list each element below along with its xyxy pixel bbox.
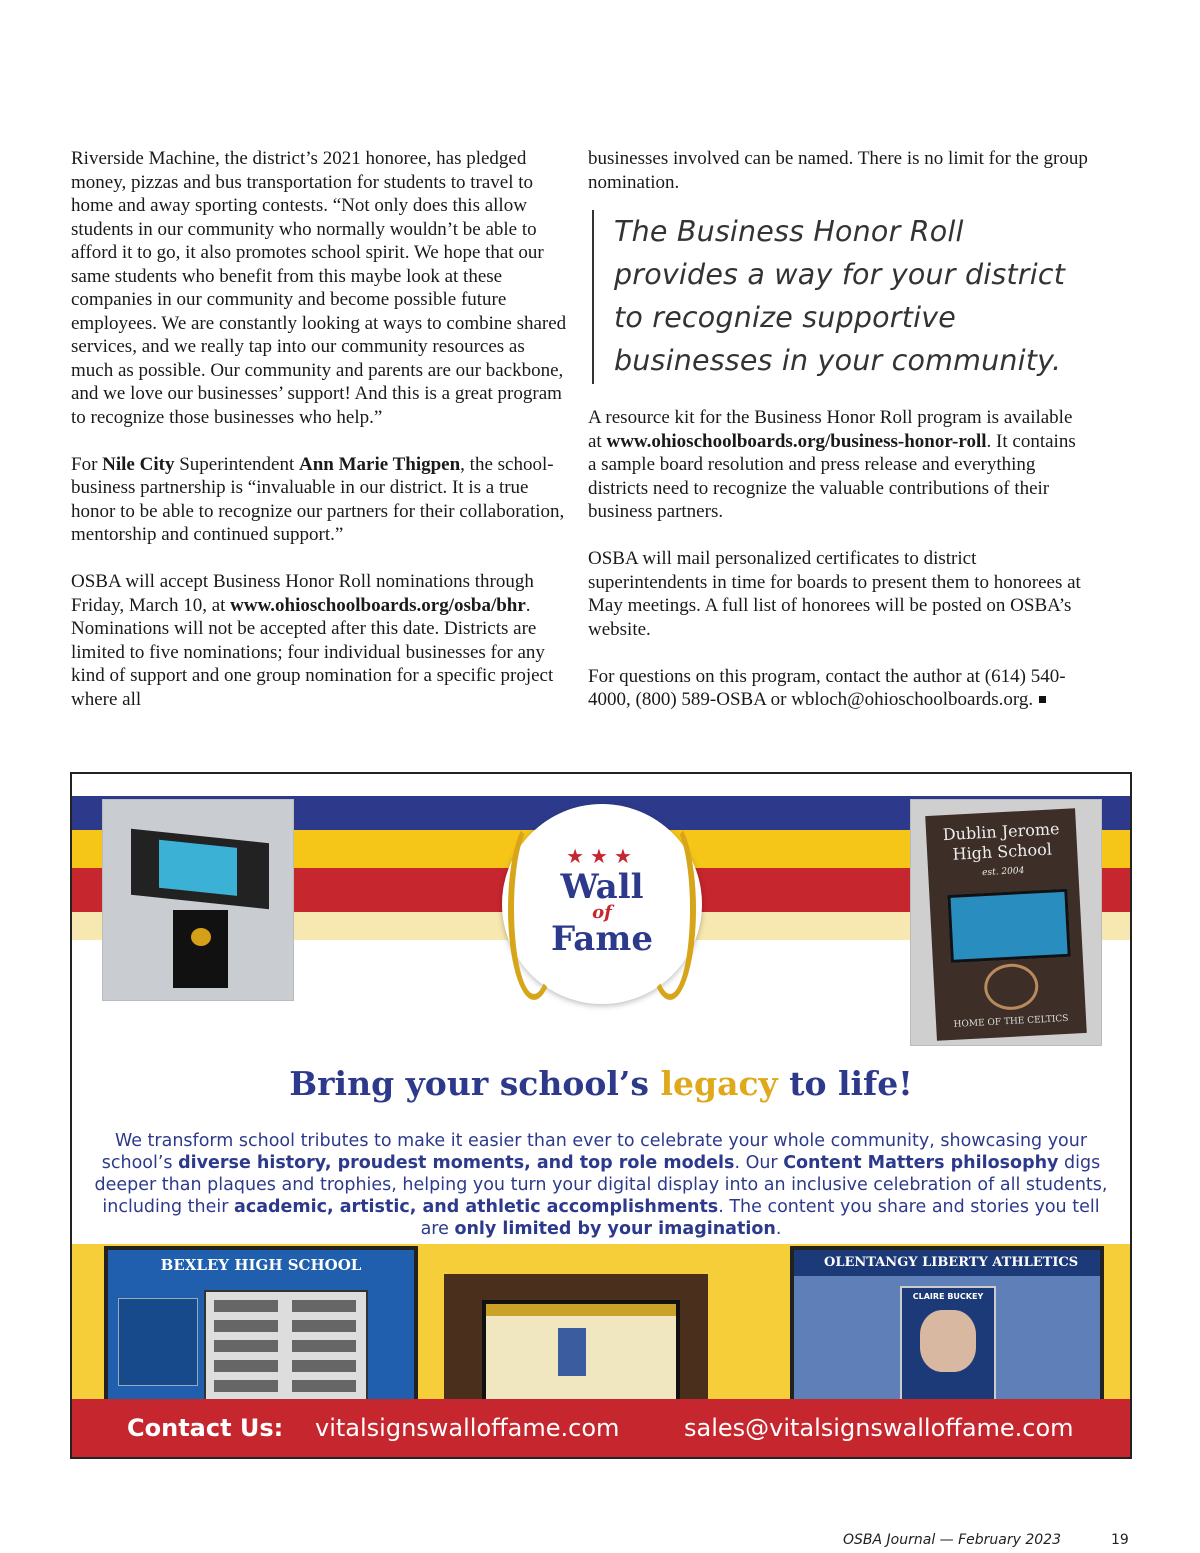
sign-footer: HOME OF THE CELTICS xyxy=(953,1013,1069,1030)
right-column xyxy=(588,147,1088,735)
paragraph: A resource kit for the Business Honor Roll program is available at www.ohioschoolboards.org/business-honor-roll. It contains a sample board resolution and press release and everything districts need to recognize the valuable contributions of their business partners. xyxy=(588,407,1076,522)
ad-headline: Bring your school’s legacy to life! xyxy=(289,1064,913,1103)
sign-line1: Dublin Jerome xyxy=(942,819,1060,845)
paragraph: OSBA will mail personalized certificates to district superintendents in time for boards to present them to honorees at May meetings. A full list of honorees will be posted on OSBA’s website. xyxy=(588,548,1081,640)
sign-est: est. 2004 xyxy=(981,865,1025,879)
athlete-card xyxy=(900,1286,996,1402)
ad-body: We transform school tributes to make it easier than ever to celebrate your whole community, showcasing your school’s diverse history, proudest moments, and top role models. Our Content Matters philosophy digs deeper than plaques and trophies, helping you turn your digital display into an inclusive celebration of all students, including their academic, artistic, and athletic accomplishments. The content you share and stories you tell are only limited by your imagination. xyxy=(94,1131,1108,1239)
celtic-knot-icon xyxy=(983,962,1039,1011)
link-resource-kit[interactable]: www.ohioschoolboards.org/business-honor-roll xyxy=(606,430,987,452)
kiosk-stand xyxy=(173,910,228,988)
paragraph: OSBA will accept Business Honor Roll nominations through Friday, March 10, at www.ohioschoolboards.org/osba/bhr. Nominations will not be accepted after this date. Districts are limited to five nominations; four individual businesses for any kind of support and one group nomination for a specific project where all xyxy=(71,571,554,710)
wall-of-fame-logo xyxy=(502,804,702,1004)
olentangy-title: OLENTANGY LIBERTY ATHLETICS xyxy=(824,1255,1079,1270)
advertisement xyxy=(70,772,1132,1459)
contact-email[interactable]: sales@vitalsignswalloffame.com xyxy=(684,1414,1074,1442)
sign-board xyxy=(925,808,1087,1041)
sign-photo xyxy=(910,799,1102,1046)
stars-icon: ★★★ xyxy=(566,846,638,868)
logo-fame: Fame xyxy=(551,919,653,959)
logo-wall: Wall xyxy=(560,867,644,907)
olentangy-screen xyxy=(790,1246,1104,1424)
logo-of: of xyxy=(592,902,612,923)
link-bhr[interactable]: www.ohioschoolboards.org/osba/bhr xyxy=(230,594,526,616)
athlete-name: CLAIRE BUCKEY xyxy=(912,1292,984,1301)
bexley-menu xyxy=(118,1298,198,1386)
kiosk-screen xyxy=(131,829,269,910)
page-number: 19 xyxy=(1111,1532,1129,1548)
sign-line2: High School xyxy=(952,839,1053,864)
end-mark-icon xyxy=(1039,696,1046,703)
contact-website[interactable]: vitalsignswalloffame.com xyxy=(315,1414,620,1442)
paragraph: businesses involved can be named. There is no limit for the group nomination. xyxy=(588,148,1088,193)
paragraph: For questions on this program, contact the author at (614) 540-4000, (800) 589-OSBA or wbloch@ohioschoolboards.org. xyxy=(588,665,1066,710)
footer-journal: OSBA Journal — February 2023 xyxy=(843,1532,1061,1548)
contact-bar xyxy=(72,1399,1130,1457)
sign-screen xyxy=(947,889,1070,963)
contact-label: Contact Us: xyxy=(127,1414,284,1442)
bexley-screen xyxy=(104,1246,418,1424)
wall-screen xyxy=(482,1300,680,1408)
pull-quote: The Business Honor Roll provides a way for your district to recognize supportive businesses in your community. xyxy=(592,210,1088,384)
bexley-title: BEXLEY HIGH SCHOOL xyxy=(160,1256,362,1274)
left-column xyxy=(71,147,568,735)
athlete-photo xyxy=(920,1310,976,1372)
paragraph: Riverside Machine, the district’s 2021 honoree, has pledged money, pizzas and bus transportation for students to travel to home and away sporting contests. “Not only does this allow students in our community who normally wouldn’t be able to afford it to go, it also promotes school spirit. We hope that our same students who benefit from this maybe look at these companies in our community and become possible future employees. We are constantly looking at ways to combine shared services, and we really tap into our community resources as much as possible. Our community and parents are our backbone, and we love our businesses’ support! And this is a great program to recognize those businesses who help.” xyxy=(71,148,567,428)
paragraph: For Nile City Superintendent Ann Marie Thigpen, the school-business partnership is “invaluable in our district. It is a true honor to be able to recognize our partners for their collaboration, mentorship and continued support.” xyxy=(71,453,565,545)
kiosk-photo xyxy=(102,799,294,1001)
yearbook-page xyxy=(204,1290,368,1404)
